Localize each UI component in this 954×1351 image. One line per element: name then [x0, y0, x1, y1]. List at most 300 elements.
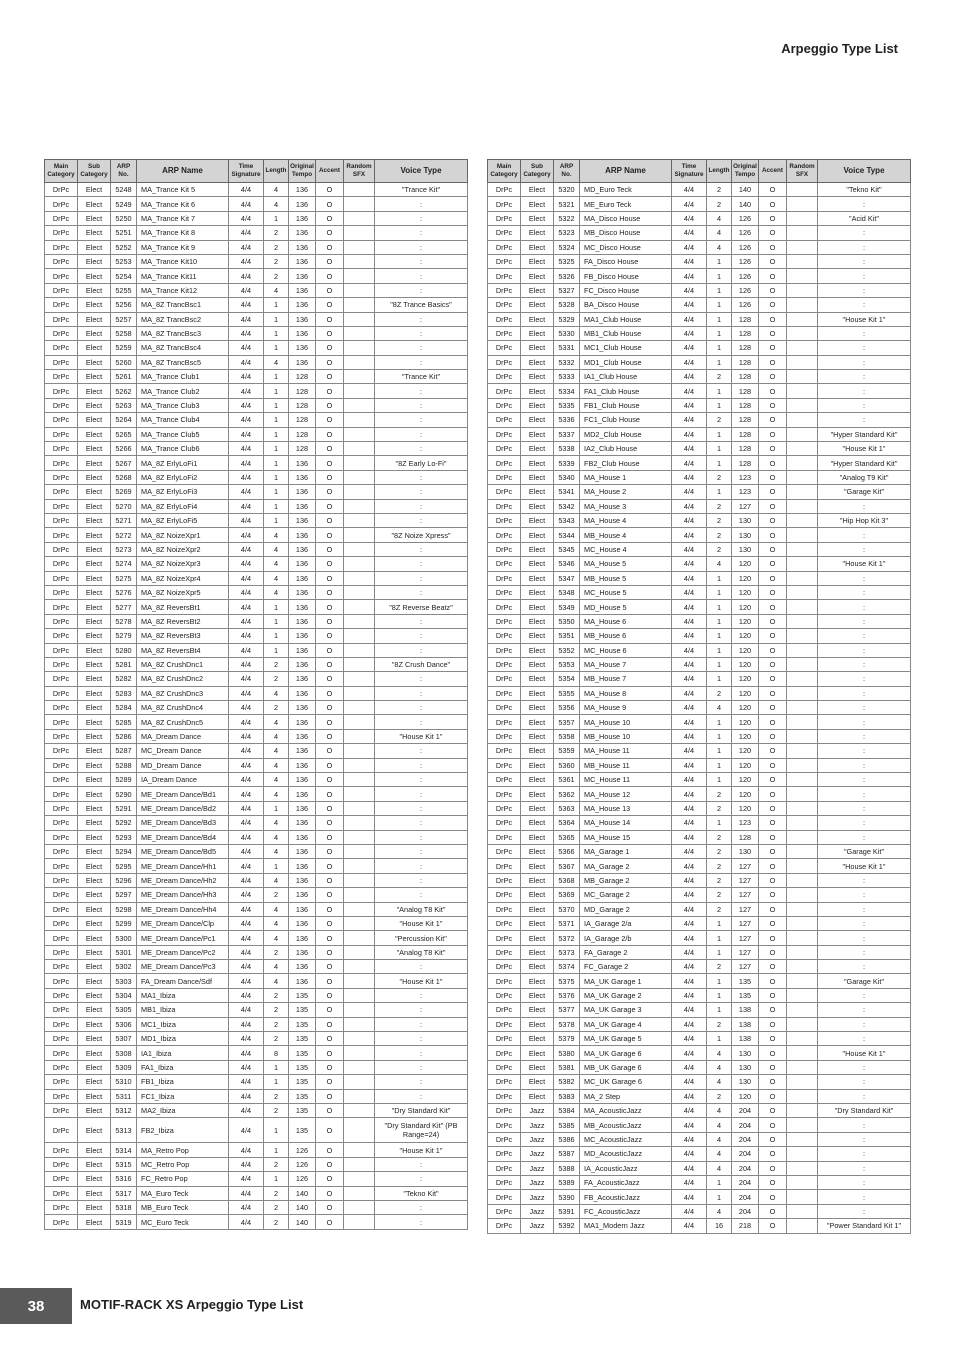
- table-row: [45, 773, 468, 787]
- cell-main-category: DrPc: [488, 384, 521, 398]
- cell-accent: O: [316, 442, 344, 456]
- table-row: [45, 902, 468, 916]
- cell-original-tempo: 120: [732, 657, 759, 671]
- cell-arp-no: 5292: [111, 816, 137, 830]
- cell-accent: O: [316, 614, 344, 628]
- table-row: [45, 701, 468, 715]
- cell-original-tempo: 120: [732, 787, 759, 801]
- cell-length: 4: [707, 1060, 732, 1074]
- cell-sub-category: Elect: [78, 758, 111, 772]
- cell-arp-name: MC_House 6: [580, 643, 672, 657]
- cell-voice-type: :: [818, 1190, 911, 1204]
- cell-random-sfx: [344, 312, 375, 326]
- cell-accent: O: [759, 1060, 787, 1074]
- cell-random-sfx: [344, 773, 375, 787]
- cell-length: 1: [707, 931, 732, 945]
- cell-sub-category: Elect: [78, 1118, 111, 1143]
- cell-voice-type: :: [818, 413, 911, 427]
- cell-time-signature: 4/4: [229, 542, 264, 556]
- cell-arp-no: 5342: [554, 499, 580, 513]
- table-row: [45, 758, 468, 772]
- cell-arp-no: 5280: [111, 643, 137, 657]
- cell-random-sfx: [344, 715, 375, 729]
- cell-time-signature: 4/4: [229, 629, 264, 643]
- cell-voice-type: :: [375, 254, 468, 268]
- cell-random-sfx: [787, 931, 818, 945]
- cell-voice-type: "House Kit 1": [375, 916, 468, 930]
- cell-voice-type: "8Z Crush Dance": [375, 657, 468, 671]
- cell-arp-no: 5278: [111, 614, 137, 628]
- table-row: [488, 298, 911, 312]
- cell-original-tempo: 138: [732, 1017, 759, 1031]
- cell-original-tempo: 126: [289, 1157, 316, 1171]
- cell-original-tempo: 136: [289, 600, 316, 614]
- cell-original-tempo: 128: [289, 413, 316, 427]
- cell-time-signature: 4/4: [229, 744, 264, 758]
- cell-time-signature: 4/4: [229, 341, 264, 355]
- cell-arp-name: MA_House 1: [580, 470, 672, 484]
- cell-arp-no: 5302: [111, 960, 137, 974]
- cell-main-category: DrPc: [45, 744, 78, 758]
- cell-length: 2: [707, 859, 732, 873]
- cell-random-sfx: [787, 873, 818, 887]
- cell-sub-category: Elect: [78, 1172, 111, 1186]
- cell-voice-type: :: [375, 1089, 468, 1103]
- cell-arp-name: FC_Garage 2: [580, 960, 672, 974]
- cell-original-tempo: 136: [289, 557, 316, 571]
- cell-length: 4: [707, 701, 732, 715]
- cell-accent: O: [316, 600, 344, 614]
- cell-random-sfx: [344, 283, 375, 297]
- cell-voice-type: :: [818, 341, 911, 355]
- cell-time-signature: 4/4: [672, 859, 707, 873]
- cell-sub-category: Elect: [521, 298, 554, 312]
- cell-main-category: DrPc: [45, 773, 78, 787]
- cell-sub-category: Elect: [521, 1046, 554, 1060]
- cell-length: 1: [707, 1032, 732, 1046]
- cell-random-sfx: [787, 1003, 818, 1017]
- cell-accent: O: [316, 974, 344, 988]
- cell-accent: O: [316, 715, 344, 729]
- cell-arp-name: MA_Trance Kit12: [137, 283, 229, 297]
- cell-arp-no: 5288: [111, 758, 137, 772]
- cell-original-tempo: 136: [289, 470, 316, 484]
- cell-original-tempo: 127: [732, 499, 759, 513]
- cell-random-sfx: [787, 657, 818, 671]
- cell-arp-no: 5298: [111, 902, 137, 916]
- cell-original-tempo: 127: [732, 931, 759, 945]
- cell-arp-no: 5255: [111, 283, 137, 297]
- cell-sub-category: Elect: [78, 442, 111, 456]
- cell-arp-name: IA_Dream Dance: [137, 773, 229, 787]
- cell-sub-category: Elect: [78, 240, 111, 254]
- cell-arp-name: FA1_Ibiza: [137, 1060, 229, 1074]
- cell-accent: O: [316, 470, 344, 484]
- table-row: [45, 657, 468, 671]
- cell-original-tempo: 126: [289, 1172, 316, 1186]
- cell-sub-category: Jazz: [521, 1175, 554, 1189]
- cell-arp-no: 5254: [111, 269, 137, 283]
- cell-voice-type: :: [375, 499, 468, 513]
- cell-original-tempo: 140: [289, 1215, 316, 1229]
- cell-main-category: DrPc: [45, 240, 78, 254]
- cell-arp-name: BA_Disco House: [580, 298, 672, 312]
- cell-voice-type: :: [818, 571, 911, 585]
- cell-arp-name: MA_Trance Club1: [137, 370, 229, 384]
- table-row: [488, 600, 911, 614]
- cell-random-sfx: [787, 355, 818, 369]
- cell-time-signature: 4/4: [672, 456, 707, 470]
- cell-voice-type: :: [818, 283, 911, 297]
- cell-length: 1: [707, 758, 732, 772]
- cell-main-category: DrPc: [488, 1032, 521, 1046]
- cell-voice-type: :: [818, 1147, 911, 1161]
- cell-arp-no: 5360: [554, 758, 580, 772]
- cell-arp-name: MC_Disco House: [580, 240, 672, 254]
- table-row: [45, 226, 468, 240]
- cell-arp-name: MA_8Z CrushDnc4: [137, 701, 229, 715]
- cell-length: 2: [264, 240, 289, 254]
- cell-length: 1: [707, 312, 732, 326]
- cell-length: 2: [264, 269, 289, 283]
- cell-main-category: DrPc: [45, 758, 78, 772]
- column-header-text: Sub: [88, 163, 100, 170]
- cell-sub-category: Elect: [78, 657, 111, 671]
- cell-arp-name: MC_Retro Pop: [137, 1157, 229, 1171]
- cell-arp-no: 5282: [111, 672, 137, 686]
- cell-time-signature: 4/4: [672, 844, 707, 858]
- cell-length: 1: [707, 283, 732, 297]
- cell-length: 4: [707, 1147, 732, 1161]
- cell-voice-type: :: [375, 427, 468, 441]
- cell-voice-type: :: [818, 672, 911, 686]
- cell-arp-no: 5305: [111, 1003, 137, 1017]
- cell-arp-no: 5332: [554, 355, 580, 369]
- column-header-text: Time: [238, 163, 254, 170]
- cell-main-category: DrPc: [488, 1190, 521, 1204]
- cell-original-tempo: 128: [732, 355, 759, 369]
- column-header-text: Tempo: [734, 171, 756, 178]
- cell-sub-category: Elect: [521, 787, 554, 801]
- table-row: [45, 859, 468, 873]
- cell-length: 4: [264, 916, 289, 930]
- cell-random-sfx: [787, 1046, 818, 1060]
- cell-sub-category: Elect: [521, 585, 554, 599]
- cell-time-signature: 4/4: [672, 398, 707, 412]
- cell-voice-type: :: [375, 801, 468, 815]
- cell-time-signature: 4/4: [672, 1219, 707, 1233]
- column-header-original-tempo: [289, 160, 316, 183]
- cell-main-category: DrPc: [45, 370, 78, 384]
- cell-time-signature: 4/4: [672, 1175, 707, 1189]
- table-row: [45, 974, 468, 988]
- cell-arp-name: MB_House 11: [580, 758, 672, 772]
- cell-arp-name: MA_House 3: [580, 499, 672, 513]
- cell-voice-type: "Percussion Kit": [375, 931, 468, 945]
- cell-arp-name: FB_Disco House: [580, 269, 672, 283]
- column-header-voice-type: [818, 160, 911, 183]
- cell-voice-type: :: [818, 600, 911, 614]
- table-row: [45, 499, 468, 513]
- cell-arp-name: MC_House 5: [580, 585, 672, 599]
- cell-main-category: DrPc: [488, 888, 521, 902]
- cell-original-tempo: 135: [732, 988, 759, 1002]
- cell-random-sfx: [787, 614, 818, 628]
- cell-main-category: DrPc: [45, 398, 78, 412]
- cell-length: 1: [264, 614, 289, 628]
- cell-arp-name: ME_Dream Dance/Pc2: [137, 945, 229, 959]
- cell-time-signature: 4/4: [672, 686, 707, 700]
- cell-time-signature: 4/4: [672, 1132, 707, 1146]
- cell-original-tempo: 126: [732, 226, 759, 240]
- cell-arp-no: 5308: [111, 1046, 137, 1060]
- cell-sub-category: Elect: [78, 513, 111, 527]
- cell-random-sfx: [787, 1075, 818, 1089]
- column-header-arp-name: [580, 160, 672, 183]
- cell-arp-no: 5289: [111, 773, 137, 787]
- cell-arp-name: MB_House 10: [580, 729, 672, 743]
- cell-original-tempo: 136: [289, 945, 316, 959]
- cell-time-signature: 4/4: [229, 686, 264, 700]
- footer-title: MOTIF-RACK XS Arpeggio Type List: [80, 1297, 304, 1312]
- cell-voice-type: :: [375, 226, 468, 240]
- table-row: [488, 1175, 911, 1189]
- cell-arp-no: 5385: [554, 1118, 580, 1132]
- table-row: [45, 1104, 468, 1118]
- cell-arp-name: MB_House 7: [580, 672, 672, 686]
- table-row: [488, 1118, 911, 1132]
- cell-accent: O: [316, 197, 344, 211]
- table-row: [45, 240, 468, 254]
- cell-original-tempo: 136: [289, 254, 316, 268]
- cell-sub-category: Elect: [521, 326, 554, 340]
- cell-voice-type: :: [818, 585, 911, 599]
- cell-length: 1: [264, 398, 289, 412]
- cell-sub-category: Elect: [521, 341, 554, 355]
- cell-main-category: DrPc: [45, 183, 78, 197]
- cell-accent: O: [759, 945, 787, 959]
- cell-voice-type: "8Z Noize Xpress": [375, 528, 468, 542]
- cell-length: 1: [707, 269, 732, 283]
- cell-time-signature: 4/4: [672, 1046, 707, 1060]
- cell-length: 4: [264, 542, 289, 556]
- cell-arp-name: ME_Euro Teck: [580, 197, 672, 211]
- cell-arp-name: MA_Trance Kit 7: [137, 211, 229, 225]
- cell-time-signature: 4/4: [229, 384, 264, 398]
- cell-original-tempo: 136: [289, 183, 316, 197]
- table-row: [488, 585, 911, 599]
- cell-arp-name: MA_House 8: [580, 686, 672, 700]
- cell-sub-category: Elect: [521, 226, 554, 240]
- cell-voice-type: :: [375, 585, 468, 599]
- table-row: [488, 614, 911, 628]
- cell-original-tempo: 135: [289, 1089, 316, 1103]
- cell-arp-no: 5352: [554, 643, 580, 657]
- column-header-text: SFX: [795, 171, 809, 178]
- cell-arp-name: MA_House 4: [580, 513, 672, 527]
- cell-sub-category: Jazz: [521, 1204, 554, 1218]
- cell-accent: O: [316, 758, 344, 772]
- table-row: [45, 183, 468, 197]
- cell-sub-category: Elect: [78, 1060, 111, 1074]
- cell-accent: O: [316, 398, 344, 412]
- cell-original-tempo: 135: [289, 1060, 316, 1074]
- cell-time-signature: 4/4: [672, 715, 707, 729]
- cell-voice-type: :: [375, 686, 468, 700]
- cell-main-category: DrPc: [45, 859, 78, 873]
- cell-arp-name: MA_House 9: [580, 701, 672, 715]
- cell-time-signature: 4/4: [229, 600, 264, 614]
- cell-length: 1: [264, 801, 289, 815]
- cell-arp-name: MA_House 7: [580, 657, 672, 671]
- cell-main-category: DrPc: [488, 1046, 521, 1060]
- cell-arp-no: 5276: [111, 585, 137, 599]
- cell-arp-name: FC1_Club House: [580, 413, 672, 427]
- cell-arp-no: 5350: [554, 614, 580, 628]
- cell-sub-category: Elect: [521, 600, 554, 614]
- cell-sub-category: Jazz: [521, 1190, 554, 1204]
- cell-length: 4: [264, 873, 289, 887]
- cell-voice-type: :: [375, 384, 468, 398]
- table-row: [45, 585, 468, 599]
- table-row: [45, 470, 468, 484]
- cell-time-signature: 4/4: [672, 629, 707, 643]
- cell-original-tempo: 204: [732, 1175, 759, 1189]
- cell-length: 2: [707, 888, 732, 902]
- cell-accent: O: [316, 542, 344, 556]
- arpeggio-table-right: [487, 159, 911, 1234]
- cell-voice-type: :: [818, 326, 911, 340]
- cell-main-category: DrPc: [488, 312, 521, 326]
- cell-time-signature: 4/4: [672, 888, 707, 902]
- cell-length: 4: [264, 585, 289, 599]
- cell-main-category: DrPc: [488, 1075, 521, 1089]
- cell-time-signature: 4/4: [672, 672, 707, 686]
- cell-arp-name: FC1_Ibiza: [137, 1089, 229, 1103]
- cell-random-sfx: [344, 600, 375, 614]
- table-row: [45, 629, 468, 643]
- cell-main-category: DrPc: [45, 1003, 78, 1017]
- table-row: [45, 1075, 468, 1089]
- cell-sub-category: Elect: [78, 801, 111, 815]
- cell-original-tempo: 135: [289, 1046, 316, 1060]
- cell-sub-category: Elect: [78, 859, 111, 873]
- cell-random-sfx: [787, 1161, 818, 1175]
- cell-sub-category: Elect: [521, 1003, 554, 1017]
- cell-voice-type: :: [818, 1032, 911, 1046]
- cell-time-signature: 4/4: [229, 226, 264, 240]
- cell-time-signature: 4/4: [229, 1157, 264, 1171]
- cell-accent: O: [316, 844, 344, 858]
- cell-time-signature: 4/4: [229, 758, 264, 772]
- cell-main-category: DrPc: [488, 787, 521, 801]
- cell-sub-category: Elect: [78, 686, 111, 700]
- cell-random-sfx: [787, 600, 818, 614]
- cell-random-sfx: [787, 629, 818, 643]
- cell-time-signature: 4/4: [672, 542, 707, 556]
- cell-accent: O: [316, 226, 344, 240]
- cell-main-category: DrPc: [488, 657, 521, 671]
- cell-sub-category: Elect: [78, 701, 111, 715]
- cell-time-signature: 4/4: [229, 614, 264, 628]
- cell-length: 4: [707, 211, 732, 225]
- cell-accent: O: [759, 686, 787, 700]
- cell-voice-type: :: [818, 370, 911, 384]
- column-header-original-tempo: [732, 160, 759, 183]
- column-header-text: Main: [496, 163, 512, 170]
- cell-accent: O: [759, 600, 787, 614]
- cell-arp-no: 5345: [554, 542, 580, 556]
- cell-length: 4: [707, 1132, 732, 1146]
- cell-arp-no: 5251: [111, 226, 137, 240]
- cell-length: 4: [707, 1161, 732, 1175]
- cell-accent: O: [759, 1204, 787, 1218]
- cell-main-category: DrPc: [488, 974, 521, 988]
- table-row: [488, 916, 911, 930]
- cell-arp-no: 5307: [111, 1032, 137, 1046]
- cell-main-category: DrPc: [45, 1186, 78, 1200]
- cell-voice-type: :: [818, 801, 911, 815]
- cell-sub-category: Elect: [78, 211, 111, 225]
- cell-length: 4: [264, 571, 289, 585]
- cell-time-signature: 4/4: [672, 614, 707, 628]
- cell-accent: O: [759, 585, 787, 599]
- cell-time-signature: 4/4: [672, 585, 707, 599]
- cell-original-tempo: 128: [732, 398, 759, 412]
- cell-original-tempo: 128: [732, 427, 759, 441]
- cell-arp-name: IA2_Club House: [580, 442, 672, 456]
- cell-length: 4: [264, 960, 289, 974]
- cell-arp-no: 5275: [111, 571, 137, 585]
- cell-main-category: DrPc: [488, 816, 521, 830]
- column-header-text: Category: [80, 171, 108, 178]
- cell-arp-name: MA_8Z NoizeXpr3: [137, 557, 229, 571]
- cell-length: 1: [707, 298, 732, 312]
- cell-random-sfx: [344, 729, 375, 743]
- cell-original-tempo: 136: [289, 672, 316, 686]
- cell-arp-name: MB_AcousticJazz: [580, 1118, 672, 1132]
- cell-random-sfx: [344, 384, 375, 398]
- table-header-row: [45, 160, 468, 183]
- table-body: [45, 183, 468, 1230]
- cell-accent: O: [316, 744, 344, 758]
- cell-random-sfx: [344, 470, 375, 484]
- table-row: [488, 816, 911, 830]
- cell-original-tempo: 136: [289, 657, 316, 671]
- cell-sub-category: Elect: [521, 773, 554, 787]
- cell-main-category: DrPc: [45, 312, 78, 326]
- cell-voice-type: :: [375, 312, 468, 326]
- cell-arp-name: FA_Garage 2: [580, 945, 672, 959]
- cell-main-category: DrPc: [45, 1157, 78, 1171]
- cell-arp-name: MA_House 10: [580, 715, 672, 729]
- cell-sub-category: Jazz: [521, 1132, 554, 1146]
- table-row: [488, 240, 911, 254]
- cell-accent: O: [759, 442, 787, 456]
- cell-length: 1: [707, 341, 732, 355]
- cell-main-category: DrPc: [45, 499, 78, 513]
- cell-original-tempo: 136: [289, 844, 316, 858]
- table-row: [45, 1215, 468, 1229]
- table-row: [45, 197, 468, 211]
- cell-time-signature: 4/4: [672, 1017, 707, 1031]
- table-row: [488, 1219, 911, 1233]
- cell-arp-no: 5382: [554, 1075, 580, 1089]
- cell-random-sfx: [787, 988, 818, 1002]
- cell-original-tempo: 136: [289, 614, 316, 628]
- cell-length: 4: [264, 355, 289, 369]
- cell-main-category: DrPc: [45, 614, 78, 628]
